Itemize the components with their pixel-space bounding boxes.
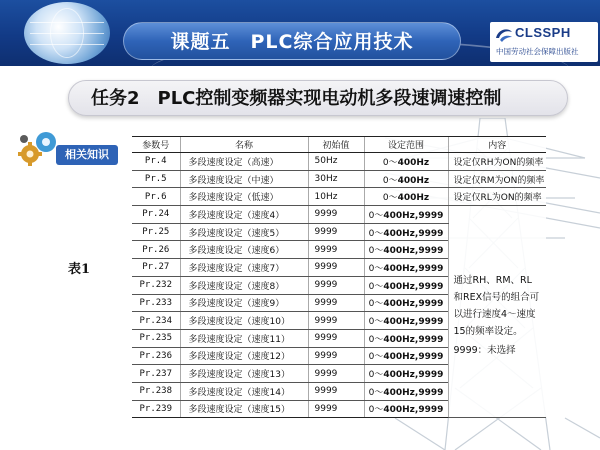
table-row <box>132 170 546 188</box>
task-title: 任务2 PLC控制变频器实现电动机多段速调速控制 <box>91 88 502 109</box>
param-initial: 9999 <box>308 365 364 383</box>
param-name: 多段速度设定（速度13） <box>180 365 308 383</box>
param-no: Pr.234 <box>132 312 180 330</box>
gear-icon <box>16 130 60 166</box>
table-caption: 表1 <box>68 262 91 277</box>
param-no: Pr.4 <box>132 153 180 171</box>
param-no: Pr.26 <box>132 241 180 259</box>
param-initial: 9999 <box>308 400 364 418</box>
merged-content-cell <box>448 206 546 418</box>
param-range: 0～400Hz <box>364 153 448 171</box>
param-initial: 9999 <box>308 223 364 241</box>
param-name: 多段速度设定（速度9） <box>180 294 308 312</box>
param-range: 0～400Hz <box>364 188 448 206</box>
param-name: 多段速度设定（中速） <box>180 170 308 188</box>
param-initial: 10Hz <box>308 188 364 206</box>
header-banner <box>0 0 600 66</box>
param-name: 多段速度设定（速度15） <box>180 400 308 418</box>
param-no: Pr.239 <box>132 400 180 418</box>
param-name: 多段速度设定（速度5） <box>180 223 308 241</box>
param-range: 0～400Hz,9999 <box>364 365 448 383</box>
param-initial: 9999 <box>308 329 364 347</box>
param-name: 多段速度设定（速度14） <box>180 382 308 400</box>
course-title-pill <box>123 22 461 60</box>
param-range: 0～400Hz <box>364 170 448 188</box>
param-name: 多段速度设定（高速） <box>180 153 308 171</box>
param-no: Pr.233 <box>132 294 180 312</box>
param-initial: 9999 <box>308 241 364 259</box>
param-no: Pr.232 <box>132 276 180 294</box>
globe-icon <box>24 2 110 64</box>
header-name: 名称 <box>180 137 308 153</box>
logo-subtext: 中国劳动社会保障出版社 <box>496 47 579 56</box>
merged-content-text: 通过RH、RM、RL和REX信号的组合可以进行速度4～速度15的频率设定。 <box>453 275 540 338</box>
param-initial: 9999 <box>308 294 364 312</box>
publisher-logo <box>490 22 598 62</box>
course-title: 课题五 PLC综合应用技术 <box>170 31 414 53</box>
param-range: 0～400Hz,9999 <box>364 347 448 365</box>
header-initial-value: 初始值 <box>308 137 364 153</box>
param-no: Pr.236 <box>132 347 180 365</box>
param-name: 多段速度设定（速度10） <box>180 312 308 330</box>
param-no: Pr.27 <box>132 259 180 277</box>
table-header-row <box>132 137 546 153</box>
parameter-table <box>132 136 546 418</box>
param-content: 设定仅RH为ON的频率 <box>448 153 546 171</box>
param-no: Pr.238 <box>132 382 180 400</box>
param-name: 多段速度设定（速度11） <box>180 329 308 347</box>
param-initial: 9999 <box>308 312 364 330</box>
param-range: 0～400Hz,9999 <box>364 259 448 277</box>
task-title-bar <box>68 80 568 116</box>
table-row <box>132 153 546 171</box>
param-no: Pr.235 <box>132 329 180 347</box>
param-initial: 9999 <box>308 259 364 277</box>
param-name: 多段速度设定（速度6） <box>180 241 308 259</box>
logo-swirl-icon <box>494 26 514 44</box>
param-range: 0～400Hz,9999 <box>364 276 448 294</box>
param-range: 0～400Hz,9999 <box>364 294 448 312</box>
param-no: Pr.237 <box>132 365 180 383</box>
param-name: 多段速度设定（速度12） <box>180 347 308 365</box>
header-param-no: 参数号 <box>132 137 180 153</box>
related-knowledge-label: 相关知识 <box>56 145 118 165</box>
param-content: 设定仅RL为ON的频率 <box>448 188 546 206</box>
param-no: Pr.25 <box>132 223 180 241</box>
param-name: 多段速度设定（低速） <box>180 188 308 206</box>
param-range: 0～400Hz,9999 <box>364 329 448 347</box>
param-initial: 9999 <box>308 206 364 224</box>
param-initial: 9999 <box>308 382 364 400</box>
merged-content-note: 9999：未选择 <box>453 345 516 357</box>
param-no: Pr.5 <box>132 170 180 188</box>
param-initial: 9999 <box>308 276 364 294</box>
param-initial: 30Hz <box>308 170 364 188</box>
param-name: 多段速度设定（速度8） <box>180 276 308 294</box>
param-initial: 9999 <box>308 347 364 365</box>
table-row <box>132 188 546 206</box>
table-row <box>132 206 546 224</box>
param-range: 0～400Hz,9999 <box>364 312 448 330</box>
logo-text: CLSSPH <box>515 25 571 40</box>
header-setting-range: 设定范围 <box>364 137 448 153</box>
param-name: 多段速度设定（速度4） <box>180 206 308 224</box>
param-no: Pr.24 <box>132 206 180 224</box>
param-no: Pr.6 <box>132 188 180 206</box>
header-content: 内容 <box>448 137 546 153</box>
param-initial: 50Hz <box>308 153 364 171</box>
param-range: 0～400Hz,9999 <box>364 382 448 400</box>
param-name: 多段速度设定（速度7） <box>180 259 308 277</box>
param-range: 0～400Hz,9999 <box>364 241 448 259</box>
param-content: 设定仅RM为ON的频率 <box>448 170 546 188</box>
param-range: 0～400Hz,9999 <box>364 206 448 224</box>
param-range: 0～400Hz,9999 <box>364 223 448 241</box>
param-range: 0～400Hz,9999 <box>364 400 448 418</box>
